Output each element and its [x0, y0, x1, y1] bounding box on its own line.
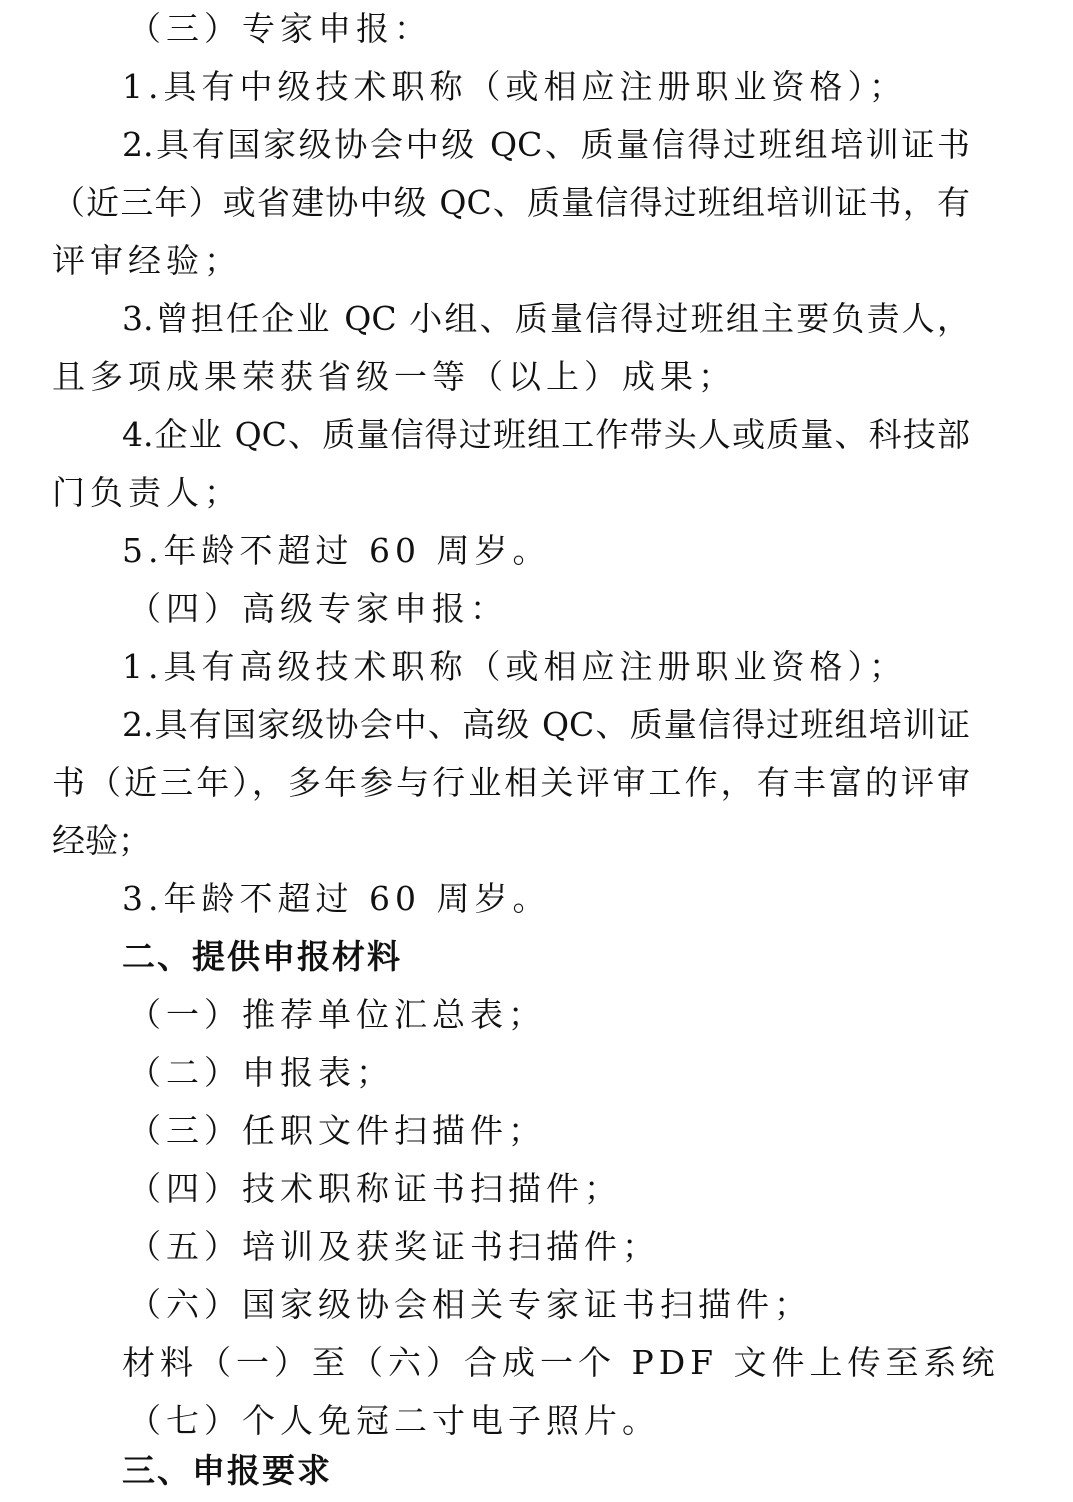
paragraph-line: （近三年）或省建协中级 QC、质量信得过班组培训证书，有 — [52, 183, 970, 222]
subsection-heading-senior-expert: （四）高级专家申报： — [128, 589, 508, 628]
list-item: （五）培训及获奖证书扫描件； — [128, 1227, 660, 1266]
paragraph-line: 门负责人； — [52, 473, 242, 512]
list-item: （七）个人免冠二寸电子照片。 — [128, 1401, 660, 1440]
paragraph-line: 书（近三年），多年参与行业相关评审工作，有丰富的评审 — [52, 763, 970, 802]
paragraph-line: 1.具有中级技术职称（或相应注册职业资格）； — [122, 67, 907, 106]
paragraph-line: 4.企业 QC、质量信得过班组工作带头人或质量、科技部 — [122, 415, 970, 454]
paragraph-line: 经验； — [52, 821, 151, 860]
paragraph-line: 评审经验； — [52, 241, 242, 280]
list-item: （二）申报表； — [128, 1053, 394, 1092]
paragraph-line: 1.具有高级技术职称（或相应注册职业资格）； — [122, 647, 907, 686]
subsection-heading-expert: （三）专家申报： — [128, 9, 432, 48]
paragraph-line: 3.曾担任企业 QC 小组、质量信得过班组主要负责人， — [122, 299, 970, 338]
paragraph-line: 5.年龄不超过 60 周岁。 — [122, 531, 551, 570]
list-item: （四）技术职称证书扫描件； — [128, 1169, 622, 1208]
paragraph-line: 3.年龄不超过 60 周岁。 — [122, 879, 551, 918]
section-heading-materials: 二、提供申报材料 — [122, 937, 402, 976]
paragraph-line: 2.具有国家级协会中级 QC、质量信得过班组培训证书 — [122, 125, 970, 164]
paragraph-line: 且多项成果荣获省级一等（以上）成果； — [52, 357, 736, 396]
list-item: （一）推荐单位汇总表； — [128, 995, 546, 1034]
paragraph-line: 材料（一）至（六）合成一个 PDF 文件上传至系统 — [122, 1343, 1000, 1382]
section-heading-requirements: 三、申报要求 — [122, 1451, 332, 1490]
list-item: （三）任职文件扫描件； — [128, 1111, 546, 1150]
list-item: （六）国家级协会相关专家证书扫描件； — [128, 1285, 812, 1324]
paragraph-line: 2.具有国家级协会中、高级 QC、质量信得过班组培训证 — [122, 705, 970, 744]
